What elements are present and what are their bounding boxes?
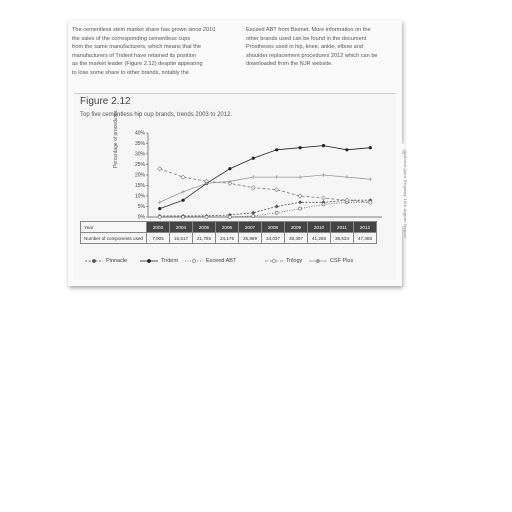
row-label-count: Number of components used xyxy=(81,233,147,244)
text-line: the sales of the corresponding cementless cups xyxy=(72,35,191,42)
data-point xyxy=(158,216,161,219)
count-cell: 24,175 xyxy=(216,233,239,244)
legend-swatch xyxy=(84,258,104,264)
data-point xyxy=(158,207,161,210)
data-point xyxy=(158,167,162,171)
data-point xyxy=(275,188,279,192)
data-point xyxy=(205,216,208,219)
data-point xyxy=(275,175,279,179)
data-point xyxy=(298,200,302,204)
table-row-count xyxy=(81,233,377,244)
count-cell: 21,765 xyxy=(193,233,216,244)
data-point xyxy=(251,186,255,190)
text-line: as the market leader (Figure 2.12) despite appearing xyxy=(72,61,203,68)
legend-label: Trilogy xyxy=(286,258,303,264)
text-line: shoulder replacement procedures 2012 which can be xyxy=(246,52,378,59)
data-point xyxy=(368,200,372,204)
y-axis-label: Percentage of procedures xyxy=(113,110,119,168)
left-column xyxy=(72,26,232,78)
year-cell: 2010 xyxy=(308,222,331,233)
data-point xyxy=(252,175,256,179)
legend-label: Trident xyxy=(161,258,178,264)
body-text xyxy=(72,26,396,78)
year-cell: 2012 xyxy=(354,222,377,233)
count-cell: 34,037 xyxy=(262,233,285,244)
count-cell: 38,534 xyxy=(331,233,354,244)
data-point xyxy=(275,148,278,151)
count-cell: 16,617 xyxy=(170,233,193,244)
data-point xyxy=(299,146,302,149)
text-line: from the same manufacturers, which means that the xyxy=(72,44,202,51)
data-point xyxy=(322,173,326,177)
text-line: Prostheses used in hip, knee, ankle, elbow and xyxy=(246,44,363,51)
count-cell: 7,905 xyxy=(147,233,170,244)
legend-label: Exceed ABT xyxy=(206,258,237,264)
year-cell: 2004 xyxy=(170,222,193,233)
text-line: to lose some share to other brands, notably the xyxy=(72,69,189,76)
legend-swatch xyxy=(184,258,204,264)
year-cell: 2005 xyxy=(193,222,216,233)
y-tick-label: 15% xyxy=(134,183,145,190)
y-tick-label: 10% xyxy=(134,193,145,200)
data-point xyxy=(181,175,185,179)
table-row-year xyxy=(81,222,377,233)
figure-title: Figure 2.12 xyxy=(80,96,131,107)
count-cell: 38,397 xyxy=(285,233,308,244)
series-line xyxy=(160,200,371,216)
data-point xyxy=(369,177,373,181)
y-tick-label: 0% xyxy=(137,214,145,221)
count-cell: 25,889 xyxy=(239,233,262,244)
data-point xyxy=(299,207,302,210)
text-line: The cementless stem market share has grown since 2010 xyxy=(72,27,216,33)
legend-item xyxy=(184,258,236,264)
data-point xyxy=(252,214,255,217)
chart-legend xyxy=(84,258,384,268)
legend-swatch xyxy=(264,258,284,264)
y-tick-label: 30% xyxy=(134,151,145,158)
text-line: other brands used can be found in the document xyxy=(246,35,367,42)
y-tick-label: 40% xyxy=(134,130,145,137)
data-point xyxy=(369,146,372,149)
series-line xyxy=(160,169,371,203)
legend-label: Pinnacle xyxy=(106,258,128,264)
legend-item xyxy=(139,258,178,264)
data-point xyxy=(275,211,278,214)
data-point xyxy=(275,205,279,209)
legend-item xyxy=(264,258,302,264)
y-tick-label: 25% xyxy=(134,162,145,169)
legend-marker xyxy=(92,259,95,262)
legend-marker xyxy=(316,259,319,262)
legend-item xyxy=(308,258,353,264)
data-point xyxy=(345,175,349,179)
year-cell: 2007 xyxy=(239,222,262,233)
data-point xyxy=(182,199,185,202)
text-line: downloaded from the NJR website. xyxy=(246,61,333,68)
data-point xyxy=(322,203,325,206)
legend-swatch xyxy=(139,258,159,264)
count-cell: 47,388 xyxy=(354,233,377,244)
data-point xyxy=(322,144,325,147)
side-margin-text: National Joint Registry 10th Annual Report xyxy=(403,150,408,238)
legend-marker xyxy=(147,259,150,262)
data-point xyxy=(252,157,255,160)
year-cell: 2006 xyxy=(216,222,239,233)
data-point xyxy=(181,190,185,194)
data-point xyxy=(228,167,231,170)
line-chart xyxy=(80,125,390,223)
count-cell: 41,268 xyxy=(308,233,331,244)
legend-marker xyxy=(272,259,275,262)
legend-label: CSF Plus xyxy=(330,258,354,264)
figure-subtitle: Top five cementless hip cup brands, trends 2003 to 2012. xyxy=(80,112,233,118)
legend-swatch xyxy=(308,258,328,264)
data-point xyxy=(158,201,162,205)
year-cell: 2003 xyxy=(147,222,170,233)
data-point xyxy=(298,175,302,179)
text-line: Exceed ABT from Biomet. More information on the xyxy=(246,27,371,33)
data-point xyxy=(345,148,348,151)
year-cell: 2008 xyxy=(262,222,285,233)
right-column xyxy=(246,26,396,69)
data-table xyxy=(80,221,377,244)
data-point xyxy=(228,216,231,219)
y-tick-label: 20% xyxy=(134,172,145,179)
row-label-year: Year xyxy=(81,222,147,233)
y-tick-label: 5% xyxy=(137,204,145,211)
legend-marker xyxy=(192,259,195,262)
year-cell: 2011 xyxy=(331,222,354,233)
legend-item xyxy=(84,258,127,264)
y-tick-label: 35% xyxy=(134,141,145,148)
data-point xyxy=(322,196,326,200)
year-cell: 2009 xyxy=(285,222,308,233)
data-point xyxy=(182,216,185,219)
text-line: manufacturers of Trident have retained its position xyxy=(72,52,197,59)
data-point xyxy=(298,194,302,198)
